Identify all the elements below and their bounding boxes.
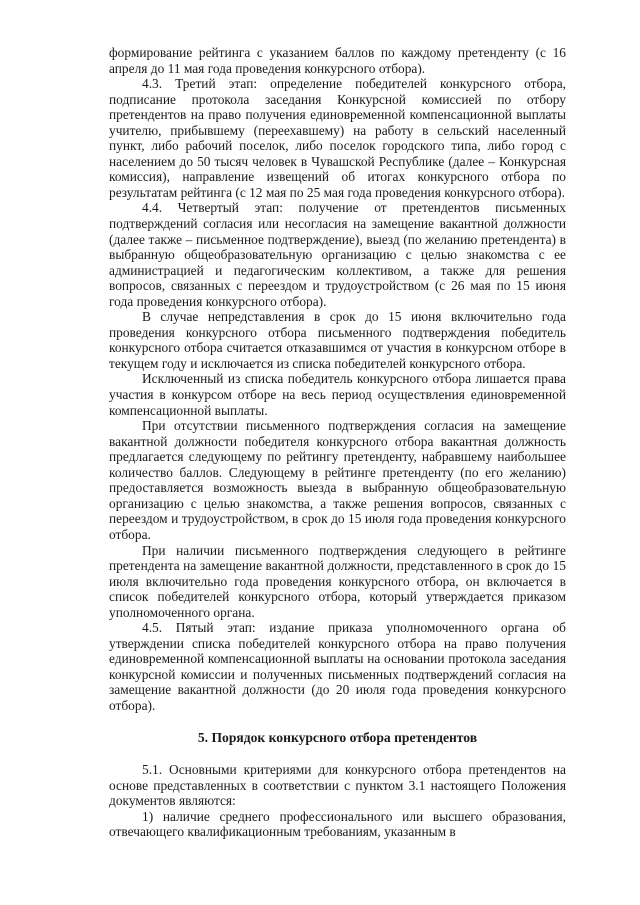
paragraph-stage-4: 4.4. Четвертый этап: получение от претендентов письменных подтверждений согласия или несогласия на замещение вакантной должности (далее также – письменное подтверждение), выезд (по желанию претендента) в выбранную общеобразовательную организацию с целью знакомства с ее администрацией и педагогическим коллективом, а также для решения вопросов, связанных с переездом и трудоустройством (с 26 мая по 15 июня года проведения конкурсного отбора). xyxy=(109,200,566,309)
paragraph-criteria: 5.1. Основными критериями для конкурсного отбора претендентов на основе представленных в соответствии с пунктом 3.1 настоящего Положения документов являются: xyxy=(109,762,566,809)
paragraph-stage-3: 4.3. Третий этап: определение победителей конкурсного отбора, подписание протокола заседания Конкурсной комиссией по отбору претендентов на право получения единовременной компенсационной выплаты учителю, прибывшему (переехавшему) на работу в сельский населенный пункт, либо рабочий поселок, либо поселок городского типа, либо город с населением до 50 тысяч человек в Чувашской Республике (далее – Конкурсная комиссия), направление извещений об итогах конкурсного отбора по результатам рейтинга (с 12 мая по 25 мая года проведения конкурсного отбора). xyxy=(109,76,566,200)
paragraph-excluded-winner: Исключенный из списка победитель конкурсного отбора лишается права участия в конкурсом отборе на весь период осуществления единовременной компенсационной выплаты. xyxy=(109,371,566,418)
paragraph-stage-5: 4.5. Пятый этап: издание приказа уполномоченного органа об утверждении списка победителей конкурсного отбора на право получения единовременной компенсационной выплаты на основании протокола заседания конкурсной комиссии и полученных письменных подтверждений согласия на замещение вакантной должности (до 20 июля года проведения конкурсного отбора). xyxy=(109,620,566,713)
paragraph-next-candidate: При наличии письменного подтверждения следующего в рейтинге претендента на замещение вакантной должности, представленного в срок до 15 июля включительно года проведения конкурсного отбора, он включается в список победителей конкурсного отбора, который утверждается приказом уполномоченного органа. xyxy=(109,542,566,620)
document-body xyxy=(109,45,566,840)
paragraph-rating-period: формирование рейтинга с указанием баллов по каждому претенденту (с 16 апреля до 11 мая года проведения конкурсного отбора). xyxy=(109,45,566,76)
section-heading: 5. Порядок конкурсного отбора претендентов xyxy=(197,729,478,745)
paragraph-criterion-1: 1) наличие среднего профессионального или высшего образования, отвечающего квалификационным требованиям, указанным в xyxy=(109,808,566,840)
paragraph-non-submission: В случае непредставления в срок до 15 июня включительно года проведения конкурсного отбора письменного подтверждения победитель конкурсного отбора считается отказавшимся от участия в конкурсном отборе в текущем году и исключается из списка победителей конкурсного отбора. xyxy=(109,309,566,371)
paragraph-no-confirmation: При отсутствии письменного подтверждения согласия на замещение вакантной должности победителя конкурсного отбора вакантная должность предлагается следующему по рейтингу претенденту, набравшему наибольшее количество баллов. Следующему в рейтинге претенденту (по его желанию) предоставляется возможность выезда в выбранную общеобразовательную организацию с целью знакомства, а также решения вопросов, связанных с переездом и трудоустройством, в срок до 15 июля года проведения конкурсного отбора. xyxy=(109,418,566,542)
